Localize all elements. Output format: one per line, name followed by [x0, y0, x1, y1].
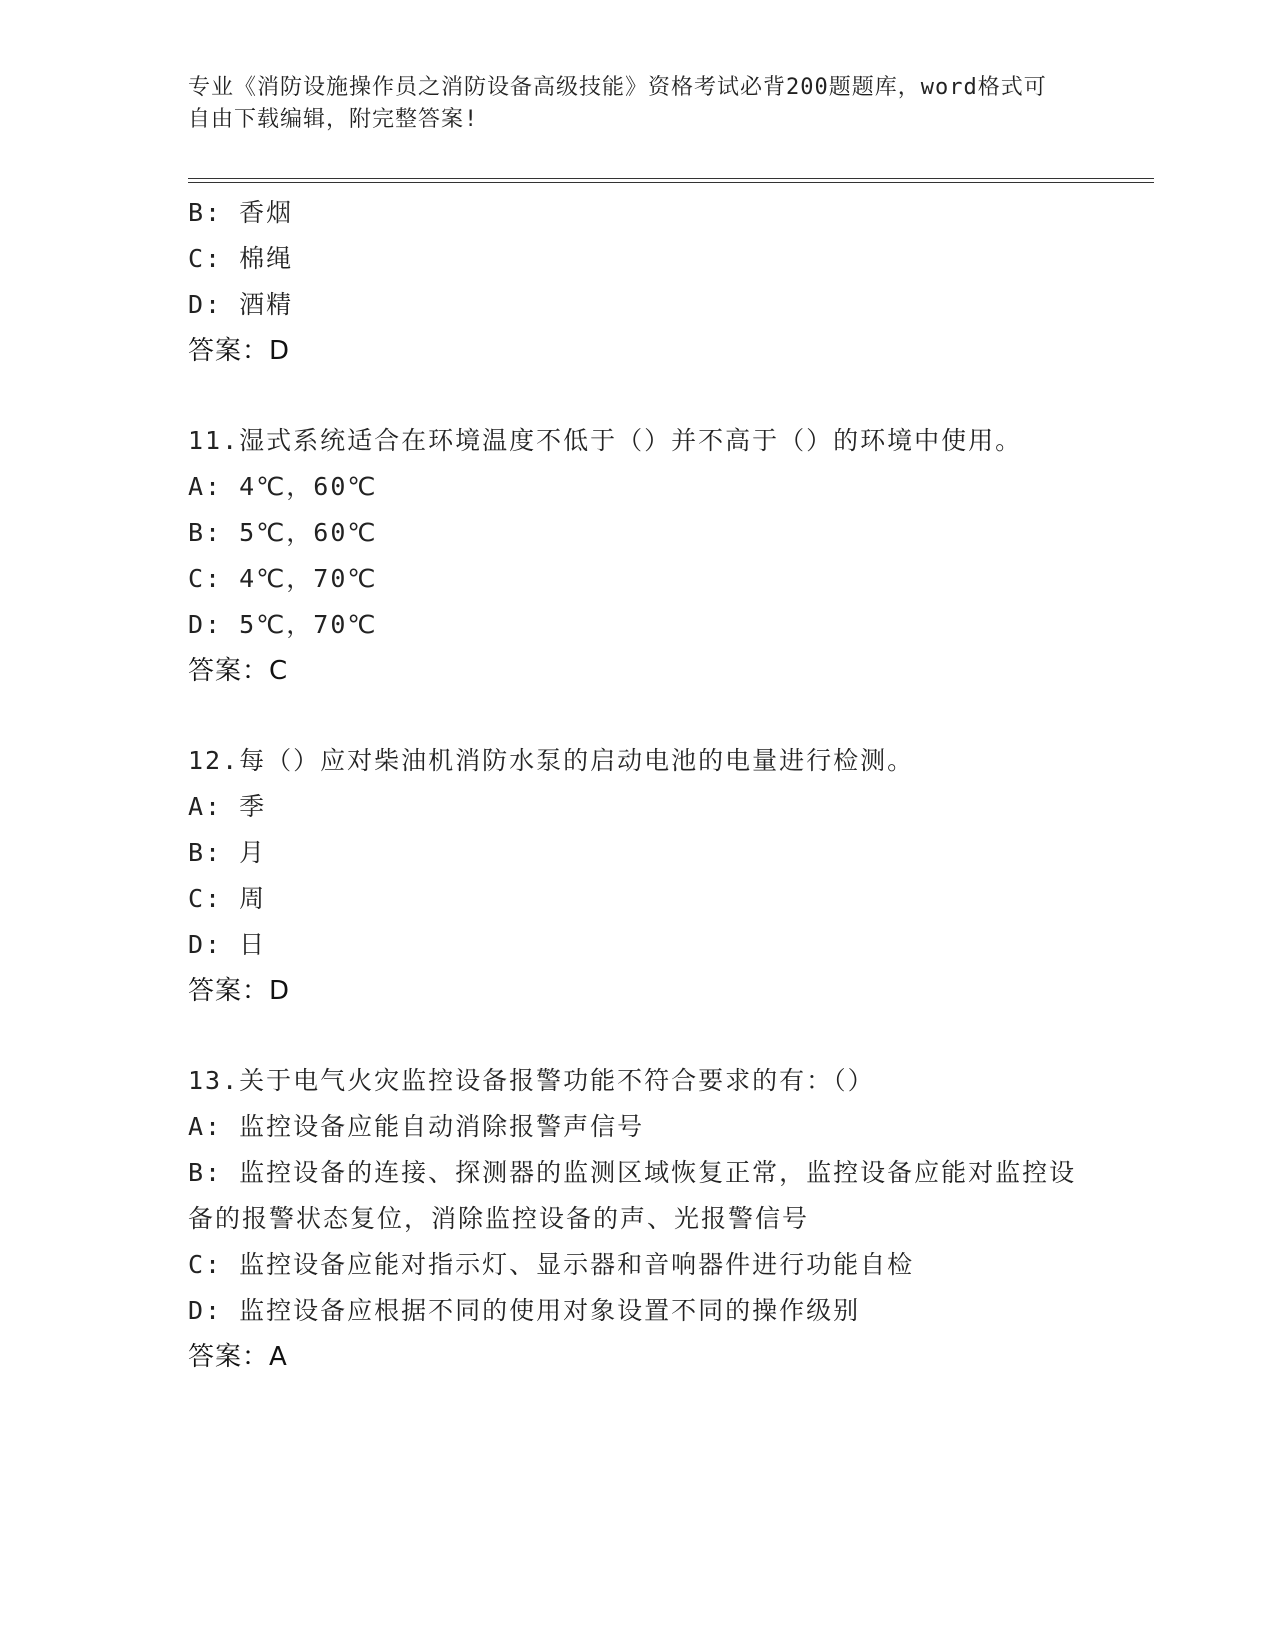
- header-rule-bottom: [188, 182, 1154, 183]
- spacer: [188, 694, 1088, 738]
- answer-line: 答案：C: [188, 656, 289, 686]
- question-stem: 13.关于电气火灾监控设备报警功能不符合要求的有：（）: [188, 1066, 875, 1095]
- option-b: B: 月: [188, 838, 267, 867]
- option-d: D: 5℃，70℃: [188, 610, 378, 639]
- option-c: C: 监控设备应能对指示灯、显示器和音响器件进行功能自检: [188, 1250, 915, 1279]
- header-rule-top: [188, 178, 1154, 179]
- document-header: 专业《消防设施操作员之消防设备高级技能》资格考试必背200题题库，word格式可自由下载编辑，附完整答案!: [188, 75, 1047, 132]
- option-b: B: 5℃，60℃: [188, 518, 378, 547]
- spacer: [188, 1014, 1088, 1058]
- option-d: D: 日: [188, 930, 267, 959]
- option-d: D: 酒精: [188, 290, 294, 319]
- answer-line: 答案：A: [188, 1342, 288, 1372]
- question-block: [188, 1058, 1088, 1380]
- spacer: [188, 374, 1088, 418]
- answer-line: 答案：D: [188, 336, 291, 366]
- option-b: B: 监控设备的连接、探测器的监测区域恢复正常，监控设备应能对监控设备的报警状态复位，消除监控设备的声、光报警信号: [188, 1158, 1077, 1233]
- question-block: [188, 418, 1088, 694]
- option-b: B: 香烟: [188, 198, 294, 227]
- answer-line: 答案：D: [188, 976, 291, 1006]
- option-c: C: 4℃，70℃: [188, 564, 378, 593]
- question-stem: 11.湿式系统适合在环境温度不低于（）并不高于（）的环境中使用。: [188, 426, 1023, 455]
- option-a: A: 季: [188, 792, 267, 821]
- question-block: [188, 738, 1088, 1014]
- option-a: A: 监控设备应能自动消除报警声信号: [188, 1112, 645, 1141]
- option-a: A: 4℃，60℃: [188, 472, 378, 501]
- question-stem: 12.每（）应对柴油机消防水泵的启动电池的电量进行检测。: [188, 746, 915, 775]
- option-d: D: 监控设备应根据不同的使用对象设置不同的操作级别: [188, 1296, 861, 1325]
- option-c: C: 棉绳: [188, 244, 294, 273]
- option-c: C: 周: [188, 884, 267, 913]
- prev-question-block: [188, 190, 1088, 374]
- question-content: [188, 190, 1088, 1380]
